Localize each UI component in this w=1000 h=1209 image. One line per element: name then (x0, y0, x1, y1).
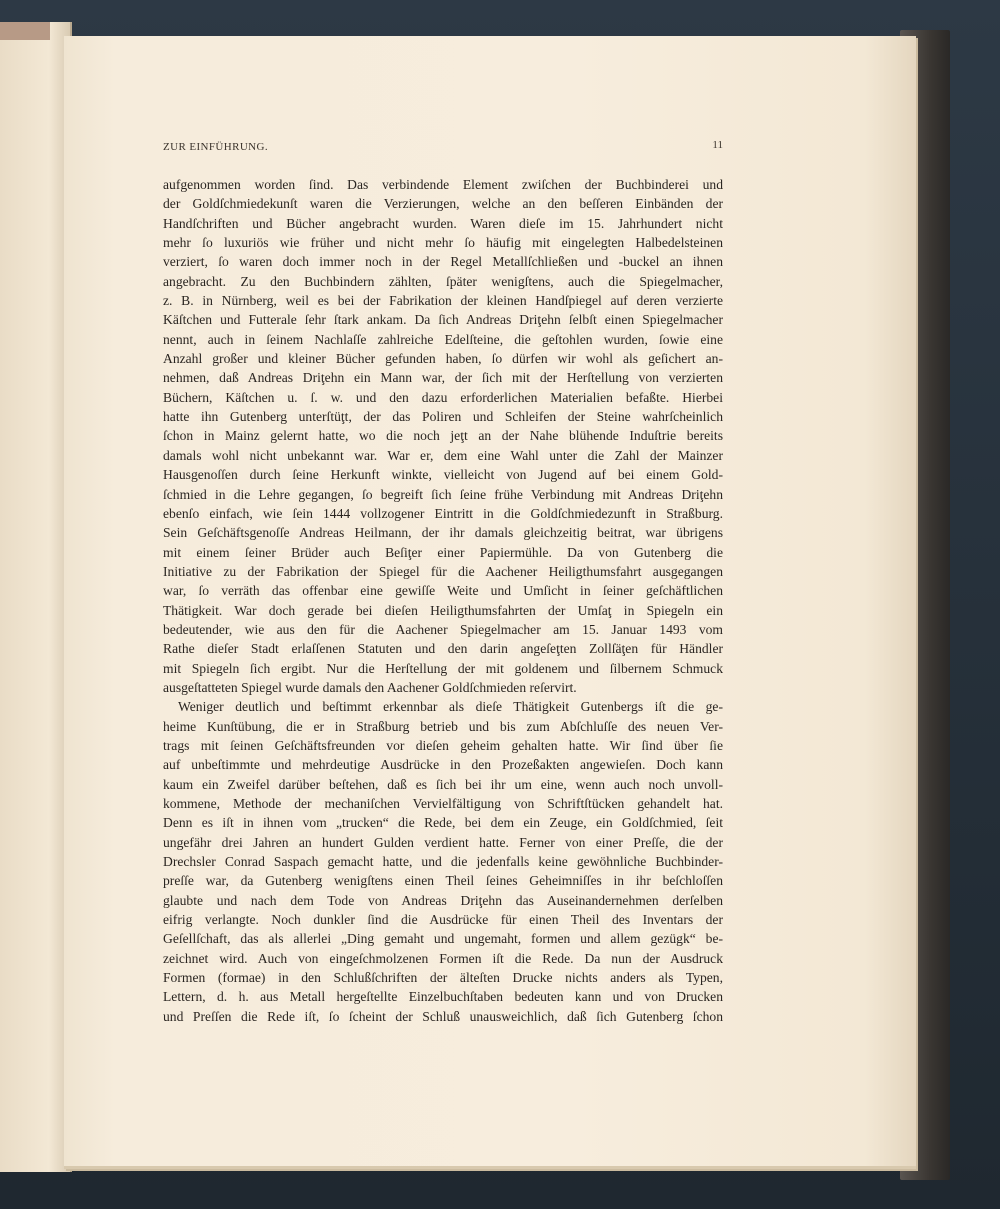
text-line: Anzahl großer und kleiner Bücher gefunden haben, ſo dürfen wir wohl als geſichert an- (163, 351, 723, 367)
text-line: Käſtchen und Futterale ſehr ſtark ankam. Da ſich Andreas Driţehn ſelbſt einen Spiegelmacher (163, 312, 723, 328)
text-line: der Goldſchmiedekunſt waren die Verzierungen, welche an den beſſeren Einbänden der (163, 196, 723, 212)
binding-cloth-strip (0, 22, 50, 40)
text-line: kommene, Methode der mechaniſchen Vervielfältigung von Schriftſtücken gehandelt hat. (163, 796, 723, 811)
text-line: ſchmied in die Lehre gegangen, ſo begreift ſich ſeine frühe Verbindung mit Andreas Driţehn (163, 486, 723, 502)
text-line: trags mit ſeinen Geſchäftsfreunden vor dieſen geheim gehalten hatte. Wir ſind über ſie (163, 737, 723, 753)
text-line: Handſchriften und Bücher angebracht wurden. Waren dieſe im 15. Jahrhundert nicht (163, 215, 723, 231)
body-text (163, 175, 723, 1026)
text-line: Hausgenoſſen durch ſeine Herkunft winkte, vielleicht von Jugend auf bei einem Gold- (163, 467, 723, 483)
text-line: Denn es iſt in ihnen vom „trucken“ die Rede, bei dem ein Zeuge, ein Goldſchmied, ſeit (163, 815, 723, 831)
text-line: kaum ein Zweifel darüber beſtehen, daß es ſich bei ihr um eine, wenn auch noch unvoll- (163, 776, 723, 792)
text-line: verziert, ſo waren doch immer noch in der Regel Metallſchließen und -buckel an ihnen (163, 254, 723, 270)
text-line: und Preſſen die Rede iſt, ſo ſcheint der Schluß unausweichlich, daß ſich Gutenberg ſchon (163, 1008, 723, 1024)
running-head (163, 141, 723, 159)
text-line: Drechsler Conrad Saspach gemacht hatte, und die jedenfalls keine gewöhnliche Buchbinder- (163, 854, 723, 870)
text-line: war, ſo verräth das offenbar eine gewiſſe Weite und Umſicht in ſeiner geſchäftlichen (163, 583, 723, 599)
text-line: heime Kunſtübung, die er in Straßburg betrieb und bis zum Abſchluſſe des neuen Ver- (163, 718, 723, 734)
text-line: Büchern, Käſtchen u. ſ. w. und den dazu erforderlichen Materialien befaßte. Hierbei (163, 389, 723, 405)
text-line: ausgeſtatteten Spiegel wurde damals den Aachener Goldſchmieden reſervirt. (163, 679, 577, 695)
text-line: Thätigkeit. War doch gerade bei dieſen Heiligthumsfahrten der Umſaţ in Spiegeln ein (163, 602, 723, 618)
text-line: Lettern, d. h. aus Metall hergeſtellte Einzelbuchſtaben bedeuten kann und von Drucken (163, 989, 723, 1005)
running-head-title: ZUR EINFÜHRUNG. (163, 141, 268, 153)
text-line: zeichnet wird. Auch von eingeſchmolzenen Formen iſt die Rede. Da nun der Ausdruck (163, 950, 723, 966)
text-line: nennt, auch in ſeinem Nachlaſſe zahlreiche Edelſteine, die geſtohlen wurden, ſowie eine (163, 331, 723, 347)
text-line: ebenſo einfach, wie ſein 1444 vollzogener Eintritt in die Goldſchmiedezunft in Straßburg. (163, 505, 723, 521)
text-line: Weniger deutlich und beſtimmt erkennbar als dieſe Thätigkeit Gutenbergs iſt die ge- (178, 699, 723, 715)
text-line: z. B. in Nürnberg, weil es bei der Fabrikation der kleinen Handſpiegel auf deren verzierte (163, 293, 723, 309)
text-line: auf unbeſtimmte und mehrdeutige Ausdrücke in den Prozeßakten angewieſen. Doch kann (163, 757, 723, 773)
text-line: Initiative zu der Fabrikation der Spiegel für die Aachener Heiligthumsfahrt ausgegangen (163, 563, 723, 579)
text-line: Formen (formae) in den Schlußſchriften der älteſten Drucke nichts anders als Typen, (163, 970, 723, 986)
text-line: mit Spiegeln ſich ergibt. Nur die Herſtellung der mit goldenem und ſilbernem Schmuck (163, 660, 723, 676)
text-line: ungefähr drei Jahren an hundert Gulden verdient hatte. Ferner von einer Preſſe, die der (163, 834, 723, 850)
text-line: mehr ſo luxuriös wie früher und nicht mehr ſo häufig mit eingelegten Halbedelsteinen (163, 235, 723, 251)
text-line: angebracht. Zu den Buchbindern zählten, ſpäter wenigſtens, auch die Spiegelmacher, (163, 273, 723, 289)
text-line: hatte ihn Gutenberg unterſtüţt, der das Poliren und Schleifen der Steine wahrſcheinlich (163, 409, 723, 425)
text-line: preſſe war, da Gutenberg wenigſtens einen Theil ſeines Geheimniſſes in ihr beſchloſſen (163, 873, 723, 889)
text-line: ſchon in Mainz gelernt hatte, wo die noch jeţt an der Nahe blühende Induſtrie bereits (163, 428, 723, 444)
text-line: mit einem ſeiner Brüder auch Beſiţer einer Papiermühle. Da von Gutenberg die (163, 544, 723, 560)
text-line: bedeutender, wie aus den für die Aachener Spiegelmacher am 15. Januar 1493 vom (163, 621, 723, 637)
text-line: damals wohl nicht unbekannt war. War er, dem eine Wahl unter die Zahl der Mainzer (163, 447, 723, 463)
previous-page-edge (0, 22, 72, 1172)
page-number: 11 (712, 139, 723, 151)
text-line: Rathe dieſer Stadt erlaſſenen Statuten und den darin angeſeţten Zollſäţen für Händler (163, 641, 723, 657)
text-line: Sein Geſchäftsgenoſſe Andreas Heilmann, der ihr damals gleichzeitig beitrat, war übrigens (163, 525, 723, 541)
text-line: eifrig verlangte. Noch dunkler ſind die Ausdrücke für einen Theil des Inventars der (163, 912, 723, 928)
text-line: nehmen, daß Andreas Driţehn ein Mann war, der ſich mit der Herſtellung von verzierten (163, 370, 723, 386)
text-line: Geſellſchaft, das als allerlei „Ding gemaht und ungemaht, formen und allem gezügk“ be- (163, 931, 723, 947)
text-line: glaubte und nach dem Tode von Andreas Driţehn das Auseinandernehmen derſelben (163, 892, 723, 908)
text-line: aufgenommen worden ſind. Das verbindende Element zwiſchen der Buchbinderei und (163, 177, 723, 192)
